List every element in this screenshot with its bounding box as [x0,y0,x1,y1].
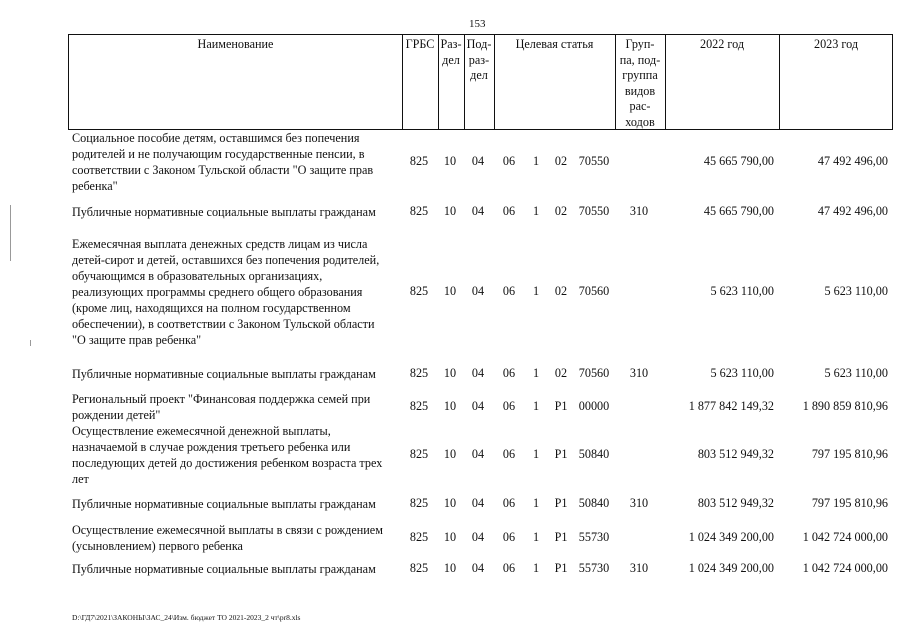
header-podrazdel-line: раз- [468,52,490,67]
cell-cs2: 1 [532,496,540,510]
cell-cs3: P1 [554,561,568,575]
cell-amount-2023: 1 042 724 000,00 [802,561,888,575]
header-podrazdel-line: дел [470,68,488,82]
cell-cs3: 02 [554,284,568,298]
cell-cs2: 1 [532,284,540,298]
row-name-line: обучающимся в образовательных организациях, [72,269,323,283]
row-name [72,236,398,348]
row-name-line: Региональный проект "Финансовая поддержка семей при [72,392,371,406]
cell-cs3: P1 [554,399,568,413]
cell-cs4: 70560 [578,284,610,298]
cell-grbs: 825 [409,284,429,298]
cell-cs1: 06 [502,154,516,168]
row-name-line: рождении детей" [72,408,161,422]
row-name-line: Ежемесячная выплата денежных средств лицам из числа [72,237,368,251]
cell-amount-2023: 1 890 859 810,96 [802,399,888,413]
table-row [68,423,893,487]
table-row [68,522,893,556]
row-name-line: Публичные нормативные социальные выплаты гражданам [72,367,376,381]
cell-rz: 10 [443,204,457,218]
cell-cs3: P1 [554,447,568,461]
cell-cs3: 02 [554,204,568,218]
cell-cs1: 06 [502,561,516,575]
cell-cs1: 06 [502,399,516,413]
file-path: D:\ГД7\2021\ЗАКОНЫ\ЗАС_24\Изм. бюджет ТО 2021-2023_2 чт\pr8.xls [72,613,301,622]
cell-amount-2022: 5 623 110,00 [710,284,774,298]
header-podrazdel [464,35,494,129]
cell-vr: 310 [629,204,649,218]
row-name-line: Осуществление ежемесячной денежной выплаты, [72,424,331,438]
table-row [68,130,893,194]
header-2022: 2022 год [699,37,745,51]
table-row [68,366,893,384]
header-group-line: видов [624,83,656,98]
page-number: 153 [469,18,486,30]
row-name-line: обеспечении), в соответствии с Законом Тульской области [72,317,375,331]
cell-amount-2023: 797 195 810,96 [811,496,888,510]
cell-amount-2023: 47 492 496,00 [817,204,888,218]
cell-cs3: P1 [554,496,568,510]
cell-grbs: 825 [409,530,429,544]
row-name-line: Публичные нормативные социальные выплаты гражданам [72,562,376,576]
header-group-line: Груп- [625,37,655,51]
cell-amount-2022: 45 665 790,00 [703,154,774,168]
row-name-line: детей-сирот и детей, оставшихся без попечения родителей, [72,253,380,267]
table-row [68,236,893,348]
cell-cs1: 06 [502,496,516,510]
cell-cs4: 55730 [578,561,610,575]
cell-cs2: 1 [532,447,540,461]
cell-grbs: 825 [409,496,429,510]
cell-cs4: 70560 [578,366,610,380]
row-name [72,496,398,512]
cell-pr: 04 [471,204,485,218]
row-name-line: Осуществление ежемесячной выплаты в связи с рождением [72,523,383,537]
row-name [72,561,398,577]
header-razdel-line: Раз- [440,37,462,51]
row-name-line: реализующих программы среднего общего образования [72,285,363,299]
cell-amount-2022: 803 512 949,32 [697,496,774,510]
row-name [72,423,398,487]
cell-rz: 10 [443,284,457,298]
cell-rz: 10 [443,154,457,168]
row-name [72,130,398,194]
cell-vr: 310 [629,366,649,380]
row-name-line: (усыновлением) первого ребенка [72,539,243,553]
cell-amount-2023: 797 195 810,96 [811,447,888,461]
header-group-line: рас- [629,99,651,113]
header-2023: 2023 год [813,37,859,51]
header-group-line: ходов [625,114,655,129]
cell-pr: 04 [471,561,485,575]
scan-mark [10,205,11,261]
cell-vr: 310 [629,561,649,575]
cell-grbs: 825 [409,399,429,413]
cell-rz: 10 [443,561,457,575]
cell-pr: 04 [471,447,485,461]
scan-mark [30,340,31,346]
header-group-line: па, под- [619,52,661,67]
row-name-line: (кроме лиц, находящихся на полном государственном [72,301,351,315]
cell-cs1: 06 [502,530,516,544]
header-podrazdel-line: Под- [466,37,492,51]
cell-amount-2022: 1 024 349 200,00 [688,561,774,575]
cell-pr: 04 [471,496,485,510]
row-name-line: соответствии с Законом Тульской области "О защите прав [72,163,374,177]
cell-cs3: P1 [554,530,568,544]
cell-amount-2022: 5 623 110,00 [710,366,774,380]
cell-amount-2022: 1 024 349 200,00 [688,530,774,544]
cell-cs3: 02 [554,366,568,380]
row-name [72,366,398,382]
cell-grbs: 825 [409,204,429,218]
cell-grbs: 825 [409,447,429,461]
cell-pr: 04 [471,530,485,544]
cell-amount-2023: 5 623 110,00 [824,284,888,298]
cell-cs2: 1 [532,530,540,544]
row-name-line: Публичные нормативные социальные выплаты гражданам [72,497,376,511]
row-name-line: ребенка" [72,179,118,193]
cell-amount-2023: 1 042 724 000,00 [802,530,888,544]
cell-grbs: 825 [409,366,429,380]
cell-cs1: 06 [502,204,516,218]
cell-cs4: 70550 [578,154,610,168]
cell-rz: 10 [443,447,457,461]
cell-cs2: 1 [532,399,540,413]
cell-grbs: 825 [409,154,429,168]
row-name-line: родителей и не получающим государственные пенсии, в [72,147,365,161]
header-grbs: ГРБС [405,37,435,51]
header-target-article: Целевая статья [515,37,594,51]
row-name-line: Публичные нормативные социальные выплаты гражданам [72,205,376,219]
cell-rz: 10 [443,366,457,380]
cell-cs2: 1 [532,204,540,218]
cell-cs2: 1 [532,561,540,575]
cell-grbs: 825 [409,561,429,575]
cell-amount-2022: 803 512 949,32 [697,447,774,461]
cell-rz: 10 [443,496,457,510]
cell-cs1: 06 [502,284,516,298]
table-row [68,204,893,222]
row-name [72,204,398,220]
cell-cs2: 1 [532,366,540,380]
cell-pr: 04 [471,284,485,298]
cell-amount-2022: 45 665 790,00 [703,204,774,218]
cell-cs4: 70550 [578,204,610,218]
row-name [72,391,398,423]
header-group-line: группа [622,68,658,82]
cell-amount-2023: 5 623 110,00 [824,366,888,380]
cell-cs4: 55730 [578,530,610,544]
table-row [68,391,893,423]
row-name-line: назначаемой в случае рождения третьего ребенка или [72,440,351,454]
cell-amount-2023: 47 492 496,00 [817,154,888,168]
cell-pr: 04 [471,366,485,380]
row-name-line: Социальное пособие детям, оставшимся без попечения [72,131,360,145]
table-header [68,34,893,130]
row-name-line: "О защите прав ребенка" [72,333,202,347]
row-name [72,522,398,554]
cell-pr: 04 [471,399,485,413]
cell-cs4: 00000 [578,399,610,413]
header-razdel [438,35,464,129]
cell-cs1: 06 [502,447,516,461]
cell-cs4: 50840 [578,496,610,510]
cell-rz: 10 [443,530,457,544]
header-razdel-line: дел [442,52,460,67]
cell-rz: 10 [443,399,457,413]
table-row [68,561,893,579]
cell-amount-2022: 1 877 842 149,32 [688,399,774,413]
cell-cs1: 06 [502,366,516,380]
cell-cs3: 02 [554,154,568,168]
cell-vr: 310 [629,496,649,510]
cell-cs4: 50840 [578,447,610,461]
header-expense-group [615,35,665,129]
cell-pr: 04 [471,154,485,168]
row-name-line: последующих детей до достижения ребенком возраста трех [72,456,383,470]
header-name: Наименование [197,37,274,51]
table-row [68,496,893,514]
row-name-line: лет [72,472,89,486]
cell-cs2: 1 [532,154,540,168]
